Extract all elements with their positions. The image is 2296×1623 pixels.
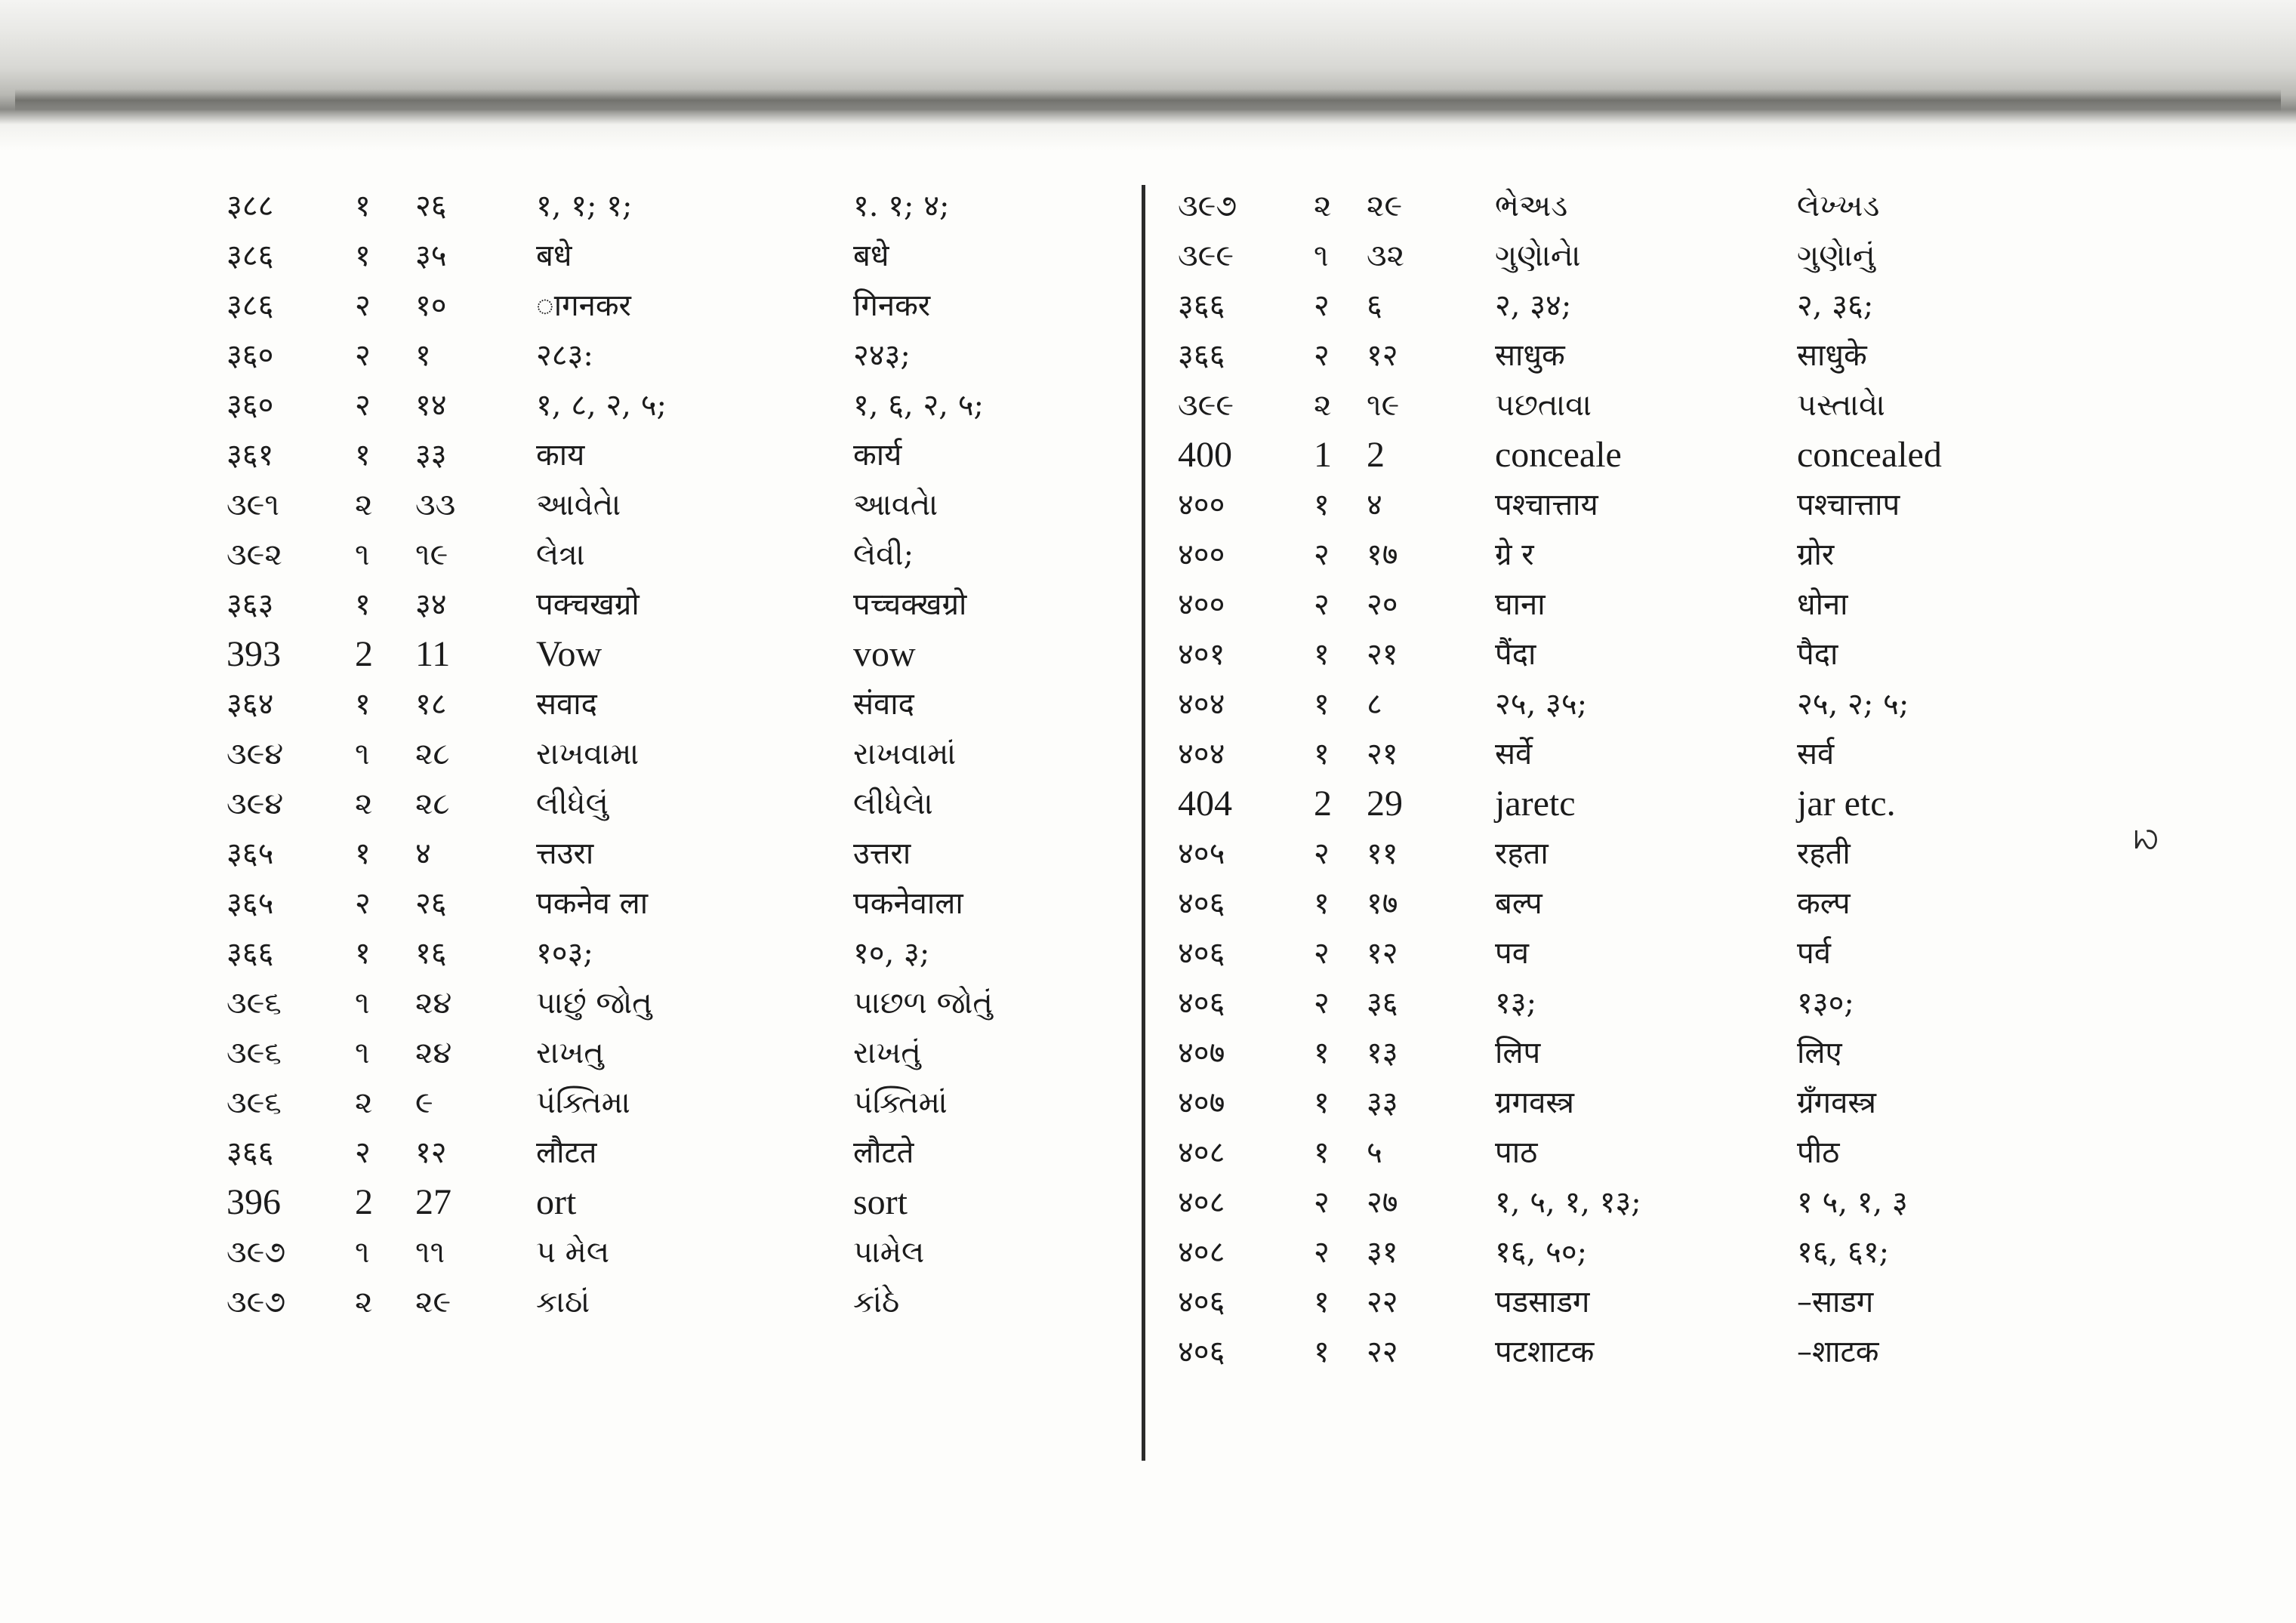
column-number: ૨	[1314, 189, 1332, 223]
correct-text: –साडग	[1797, 1285, 1874, 1320]
incorrect-text: १, ८, २, ५;	[536, 388, 667, 423]
line-number: ३६	[1367, 986, 1398, 1021]
correct-text: લીધેલેા	[853, 787, 933, 821]
errata-row	[227, 380, 1321, 430]
incorrect-text: ભેઅડ	[1495, 189, 1568, 223]
line-number: ५	[1367, 1135, 1382, 1170]
errata-row	[227, 978, 1321, 1028]
column-number: २	[355, 338, 371, 373]
errata-row	[227, 679, 1321, 729]
column-number: ૧	[355, 986, 370, 1021]
line-number: ૨૪	[415, 1036, 452, 1070]
line-number: ११	[1367, 836, 1398, 871]
column-number: १	[1314, 488, 1330, 522]
incorrect-text: २८३:	[536, 338, 593, 373]
incorrect-text: लौटत	[536, 1135, 597, 1170]
line-number: 2	[1367, 435, 1385, 475]
page-number: ३६६	[1178, 338, 1225, 373]
page-number: ४०६	[1178, 886, 1225, 921]
page-number: ૩૯૬	[227, 1086, 282, 1120]
page-number: ३८८	[227, 189, 274, 223]
correct-text: धोना	[1797, 587, 1848, 622]
errata-row	[1178, 1277, 2273, 1327]
line-number: २१	[1367, 737, 1398, 771]
incorrect-text: घाना	[1495, 587, 1546, 622]
correct-text: પાછળ જોતું	[853, 986, 993, 1021]
correct-text: उत्तरा	[853, 836, 911, 871]
column-number: २	[1314, 1235, 1330, 1270]
errata-row	[227, 1277, 1321, 1327]
incorrect-text: पटशाटक	[1495, 1335, 1595, 1369]
page-number: 404	[1178, 784, 1232, 824]
column-number: ૧	[355, 1036, 370, 1070]
line-number: २१	[1367, 637, 1398, 672]
page-number: ३८६	[227, 288, 274, 323]
line-number: २६	[415, 189, 447, 223]
line-number: ३१	[1367, 1235, 1398, 1270]
incorrect-text: पकनेव ला	[536, 886, 649, 921]
column-number: ૨	[355, 1086, 373, 1120]
incorrect-text: jaretc	[1495, 784, 1576, 824]
column-number: 2	[1314, 784, 1332, 824]
correct-text: १, ६, २, ५;	[853, 388, 984, 423]
page-number: ૩૯૭	[1178, 189, 1237, 223]
correct-text: २५, २; ५;	[1797, 687, 1909, 722]
column-number: १	[1314, 1036, 1330, 1070]
column-number: १	[1314, 1285, 1330, 1320]
column-number: २	[355, 288, 371, 323]
line-number: 29	[1367, 784, 1403, 824]
column-number: 2	[355, 1182, 373, 1222]
line-number: 27	[415, 1182, 451, 1222]
column-number: १	[355, 239, 371, 273]
column-number: १	[1314, 637, 1330, 672]
errata-row	[227, 430, 1321, 480]
incorrect-text: પંક્તિમા	[536, 1086, 630, 1120]
incorrect-text: લીધેલું	[536, 787, 609, 821]
errata-row	[1178, 580, 2273, 630]
page-number: ४०६	[1178, 1335, 1225, 1369]
line-number: ૩૩	[415, 488, 456, 522]
errata-row	[1178, 829, 2273, 879]
correct-text: कार्य	[853, 438, 902, 473]
page-number: ३६४	[227, 687, 274, 722]
line-number: १७	[1367, 537, 1398, 572]
incorrect-text: पश्चात्ताय	[1495, 488, 1598, 522]
incorrect-text: Vow	[536, 634, 603, 674]
incorrect-text: २, ३४;	[1495, 288, 1572, 323]
errata-row	[227, 580, 1321, 630]
incorrect-text: लिप	[1495, 1036, 1541, 1070]
errata-row	[227, 929, 1321, 978]
column-number: १	[355, 587, 371, 622]
page-number: ३८६	[227, 239, 274, 273]
errata-row	[1178, 1128, 2273, 1178]
page-number: ૩૯૭	[227, 1235, 286, 1270]
page-number: ४०६	[1178, 936, 1225, 971]
correct-text: પસ્તાવેા	[1797, 388, 1885, 423]
errata-row	[227, 729, 1321, 779]
incorrect-text: કાઠાં	[536, 1285, 590, 1320]
errata-row	[227, 1078, 1321, 1128]
errata-row	[1178, 331, 2273, 380]
line-number: १०	[415, 288, 447, 323]
page-number: ૩૯૬	[227, 986, 282, 1021]
column-number: २	[1314, 587, 1330, 622]
page-number: ३६०	[227, 338, 274, 373]
errata-row	[1178, 679, 2273, 729]
incorrect-text: આવેતેા	[536, 488, 621, 522]
line-number: ૧૧	[415, 1235, 445, 1270]
errata-row	[227, 1128, 1321, 1178]
column-number: २	[1314, 986, 1330, 1021]
correct-text: લેખ્ખડ	[1797, 189, 1880, 223]
correct-text: આવતેા	[853, 488, 938, 522]
correct-text: २४३;	[853, 338, 911, 373]
page-number: ४००	[1178, 488, 1225, 522]
correct-text: લેવી;	[853, 537, 914, 572]
page-number: ४०५	[1178, 836, 1225, 871]
incorrect-text: सर्वे	[1495, 737, 1533, 771]
incorrect-text: पक्चखग्रो	[536, 587, 639, 622]
page-number: ४०४	[1178, 737, 1225, 771]
line-number: १८	[415, 687, 447, 722]
line-number: ૨૮	[415, 737, 450, 771]
incorrect-text: बधे	[536, 239, 572, 273]
line-number: २०	[1367, 587, 1398, 622]
correct-text: सर्व	[1797, 737, 1835, 771]
errata-row	[227, 1227, 1321, 1277]
page-number: ३६३	[227, 587, 274, 622]
incorrect-text: १६, ५०;	[1495, 1235, 1588, 1270]
column-number: १	[1314, 1135, 1330, 1170]
incorrect-text: त्तउरा	[536, 836, 594, 871]
line-number: ૩૨	[1367, 239, 1405, 273]
line-number: २६	[415, 886, 447, 921]
incorrect-text: २५, ३५;	[1495, 687, 1588, 722]
column-number: ૨	[1314, 388, 1332, 423]
correct-text: पर्व	[1797, 936, 1831, 971]
column-number: १	[355, 687, 371, 722]
line-number: ૧૯	[1367, 388, 1400, 423]
correct-text: ग्रोर	[1797, 537, 1835, 572]
correct-text: રાખવામાં	[853, 737, 957, 771]
line-number: 11	[415, 634, 451, 674]
incorrect-text: લેત્રા	[536, 537, 585, 572]
errata-row	[1178, 630, 2273, 679]
line-number: ૨૯	[1367, 189, 1403, 223]
incorrect-text: १, १; १;	[536, 189, 633, 223]
line-number: १	[415, 338, 431, 373]
errata-row	[1178, 1227, 2273, 1277]
incorrect-text: १, ५, १, १३;	[1495, 1185, 1641, 1220]
errata-row	[227, 331, 1321, 380]
page-number: ૩૯૯	[1178, 388, 1234, 423]
line-number: ३३	[415, 438, 447, 473]
errata-row	[227, 480, 1321, 530]
column-number: २	[1314, 936, 1330, 971]
column-number: ૧	[355, 1235, 370, 1270]
correct-text: गिनकर	[853, 288, 931, 323]
incorrect-text: रहता	[1495, 836, 1549, 871]
errata-row	[1178, 231, 2273, 281]
incorrect-text: काय	[536, 438, 585, 473]
correct-text: કાંઠે	[853, 1285, 900, 1320]
incorrect-text: पैंदा	[1495, 637, 1536, 672]
errata-column-right	[1178, 181, 2273, 1377]
page-number: ૩૯૯	[1178, 239, 1234, 273]
column-number: 1	[1314, 435, 1332, 475]
page-number: ४०७	[1178, 1036, 1225, 1070]
line-number: ૨૮	[415, 787, 450, 821]
column-number: ૨	[355, 488, 373, 522]
errata-row	[1178, 1178, 2273, 1227]
line-number: २७	[1367, 1185, 1398, 1220]
correct-text: concealed	[1797, 435, 1942, 475]
correct-text: पीठ	[1797, 1135, 1840, 1170]
correct-text: लौटते	[853, 1135, 914, 1170]
incorrect-text: साधुक	[1495, 338, 1565, 373]
column-number: ૧	[1314, 239, 1329, 273]
line-number: २२	[1367, 1335, 1398, 1369]
page-number: ४०६	[1178, 986, 1225, 1021]
incorrect-text: १३;	[1495, 986, 1537, 1021]
page-number: ४००	[1178, 587, 1225, 622]
errata-row	[227, 829, 1321, 879]
page-number: ૩૯૪	[227, 737, 284, 771]
errata-row	[227, 530, 1321, 580]
page-number: ૩૯૬	[227, 1036, 282, 1070]
column-number: १	[1314, 1086, 1330, 1120]
incorrect-text: पव	[1495, 936, 1529, 971]
column-number: २	[1314, 836, 1330, 871]
page-number: ३६५	[227, 886, 274, 921]
errata-row	[227, 231, 1321, 281]
page-number: ४००	[1178, 537, 1225, 572]
correct-text: २, ३६;	[1797, 288, 1874, 323]
page-number: ४०४	[1178, 687, 1225, 722]
errata-row	[227, 630, 1321, 679]
page-number: 393	[227, 634, 281, 674]
correct-text: पश्चात्ताप	[1797, 488, 1900, 522]
line-number: १२	[1367, 936, 1398, 971]
column-number: १	[1314, 687, 1330, 722]
errata-row	[1178, 380, 2273, 430]
column-number: ૨	[355, 787, 373, 821]
errata-row	[227, 1028, 1321, 1078]
column-number: १	[355, 438, 371, 473]
errata-row	[1178, 1078, 2273, 1128]
column-number: २	[355, 1135, 371, 1170]
line-number: ४	[415, 836, 431, 871]
line-number: ८	[1367, 687, 1382, 722]
errata-row	[1178, 729, 2273, 779]
page-number: ૩૯૨	[227, 537, 282, 572]
line-number: ६	[1367, 288, 1382, 323]
line-number: ३४	[415, 587, 447, 622]
line-number: ३३	[1367, 1086, 1398, 1120]
correct-text: પામેલ	[853, 1235, 925, 1270]
column-number: २	[1314, 288, 1330, 323]
errata-row	[1178, 978, 2273, 1028]
column-number: ૧	[355, 737, 370, 771]
incorrect-text: પાછું જોતુ	[536, 986, 652, 1021]
page-number: ૩૯૭	[227, 1285, 286, 1320]
errata-row	[227, 281, 1321, 331]
correct-text: १६, ६१;	[1797, 1235, 1890, 1270]
page-number: ३६६	[227, 936, 274, 971]
page-number: ४०७	[1178, 1086, 1225, 1120]
correct-text: १०, ३;	[853, 936, 930, 971]
incorrect-text: ागनकर	[536, 288, 631, 323]
correct-text: पैदा	[1797, 637, 1838, 672]
incorrect-text: ort	[536, 1182, 577, 1222]
line-number: ४	[1367, 488, 1382, 522]
correct-text: लिए	[1797, 1036, 1842, 1070]
correct-text: साधुके	[1797, 338, 1867, 373]
errata-row	[1178, 281, 2273, 331]
line-number: ૧૯	[415, 537, 448, 572]
column-number: १	[1314, 1335, 1330, 1369]
errata-row	[1178, 1028, 2273, 1078]
line-number: १६	[415, 936, 447, 971]
correct-text: jar etc.	[1797, 784, 1896, 824]
line-number: ૨૪	[415, 986, 452, 1021]
line-number: १३	[1367, 1036, 1398, 1070]
incorrect-text: ग्रगवस्त्र	[1495, 1086, 1574, 1120]
errata-row	[1178, 181, 2273, 231]
correct-text: રાખતું	[853, 1036, 921, 1070]
page-number: ३६१	[227, 438, 274, 473]
page-number: ४०८	[1178, 1135, 1225, 1170]
column-number: २	[1314, 537, 1330, 572]
errata-row	[1178, 430, 2273, 480]
page-number: ३६६	[1178, 288, 1225, 323]
line-number: १४	[415, 388, 447, 423]
correct-text: १. १; ४;	[853, 189, 950, 223]
errata-row	[1178, 779, 2273, 829]
correct-text: रहती	[1797, 836, 1851, 871]
column-divider	[1142, 185, 1145, 1461]
page-number: ४०६	[1178, 1285, 1225, 1320]
column-number: १	[355, 189, 371, 223]
correct-text: ग्रँगवस्त्र	[1797, 1086, 1876, 1120]
incorrect-text: conceale	[1495, 435, 1622, 475]
incorrect-text: પ મેલ	[536, 1235, 610, 1270]
incorrect-text: सवाद	[536, 687, 597, 722]
errata-row	[1178, 480, 2273, 530]
margin-handwritten-mark: ꩢ	[2133, 810, 2159, 859]
correct-text: sort	[853, 1182, 908, 1222]
line-number: ३५	[415, 239, 447, 273]
correct-text: पकनेवाला	[853, 886, 963, 921]
errata-row	[1178, 530, 2273, 580]
errata-row	[1178, 1327, 2273, 1377]
incorrect-text: પછતાવા	[1495, 388, 1592, 423]
column-number: २	[1314, 338, 1330, 373]
page-number: 396	[227, 1182, 281, 1222]
correct-text: कल्प	[1797, 886, 1851, 921]
incorrect-text: રાખવામા	[536, 737, 639, 771]
correct-text: बधे	[853, 239, 889, 273]
errata-column-left	[227, 181, 1321, 1327]
correct-text: पच्चक्खग्रो	[853, 587, 967, 622]
column-number: २	[1314, 1185, 1330, 1220]
errata-row	[1178, 879, 2273, 929]
correct-text: १ ५, १, ३	[1797, 1185, 1908, 1220]
incorrect-text: રાખતુ	[536, 1036, 604, 1070]
incorrect-text: बल्प	[1495, 886, 1542, 921]
line-number: ૯	[415, 1086, 433, 1120]
line-number: ૨૯	[415, 1285, 451, 1320]
line-number: २२	[1367, 1285, 1398, 1320]
column-number: १	[355, 936, 371, 971]
column-number: २	[355, 388, 371, 423]
page-number: ૩૯૪	[227, 787, 284, 821]
page-number: ४०१	[1178, 637, 1225, 672]
page-number: ૩૯૧	[227, 488, 279, 522]
page-number: ४०८	[1178, 1185, 1225, 1220]
line-number: १२	[1367, 338, 1398, 373]
correct-text: १३०;	[1797, 986, 1854, 1021]
correct-text: –शाटक	[1797, 1335, 1879, 1369]
page-number: ३६५	[227, 836, 274, 871]
incorrect-text: ગુણેાનેા	[1495, 239, 1581, 273]
errata-row	[1178, 929, 2273, 978]
incorrect-text: पाठ	[1495, 1135, 1538, 1170]
column-number: १	[1314, 737, 1330, 771]
correct-text: संवाद	[853, 687, 914, 722]
errata-row	[227, 879, 1321, 929]
errata-row	[227, 779, 1321, 829]
column-number: ૧	[355, 537, 370, 572]
page-number: ३६६	[227, 1135, 274, 1170]
page-number: ४०८	[1178, 1235, 1225, 1270]
correct-text: vow	[853, 634, 916, 674]
line-number: १७	[1367, 886, 1398, 921]
correct-text: પંક્તિમાં	[853, 1086, 948, 1120]
correct-text: ગુણેાનું	[1797, 239, 1875, 273]
column-number: २	[355, 886, 371, 921]
errata-row	[227, 1178, 1321, 1227]
incorrect-text: ग्रे र	[1495, 537, 1534, 572]
column-number: 2	[355, 634, 373, 674]
line-number: १२	[415, 1135, 447, 1170]
scan-top-shadow	[0, 0, 2296, 151]
page-number: ३६०	[227, 388, 274, 423]
errata-row	[227, 181, 1321, 231]
incorrect-text: पडसाडग	[1495, 1285, 1590, 1320]
column-number: १	[355, 836, 371, 871]
column-number: १	[1314, 886, 1330, 921]
column-number: ૨	[355, 1285, 373, 1320]
page-number: 400	[1178, 435, 1232, 475]
incorrect-text: १०३;	[536, 936, 593, 971]
